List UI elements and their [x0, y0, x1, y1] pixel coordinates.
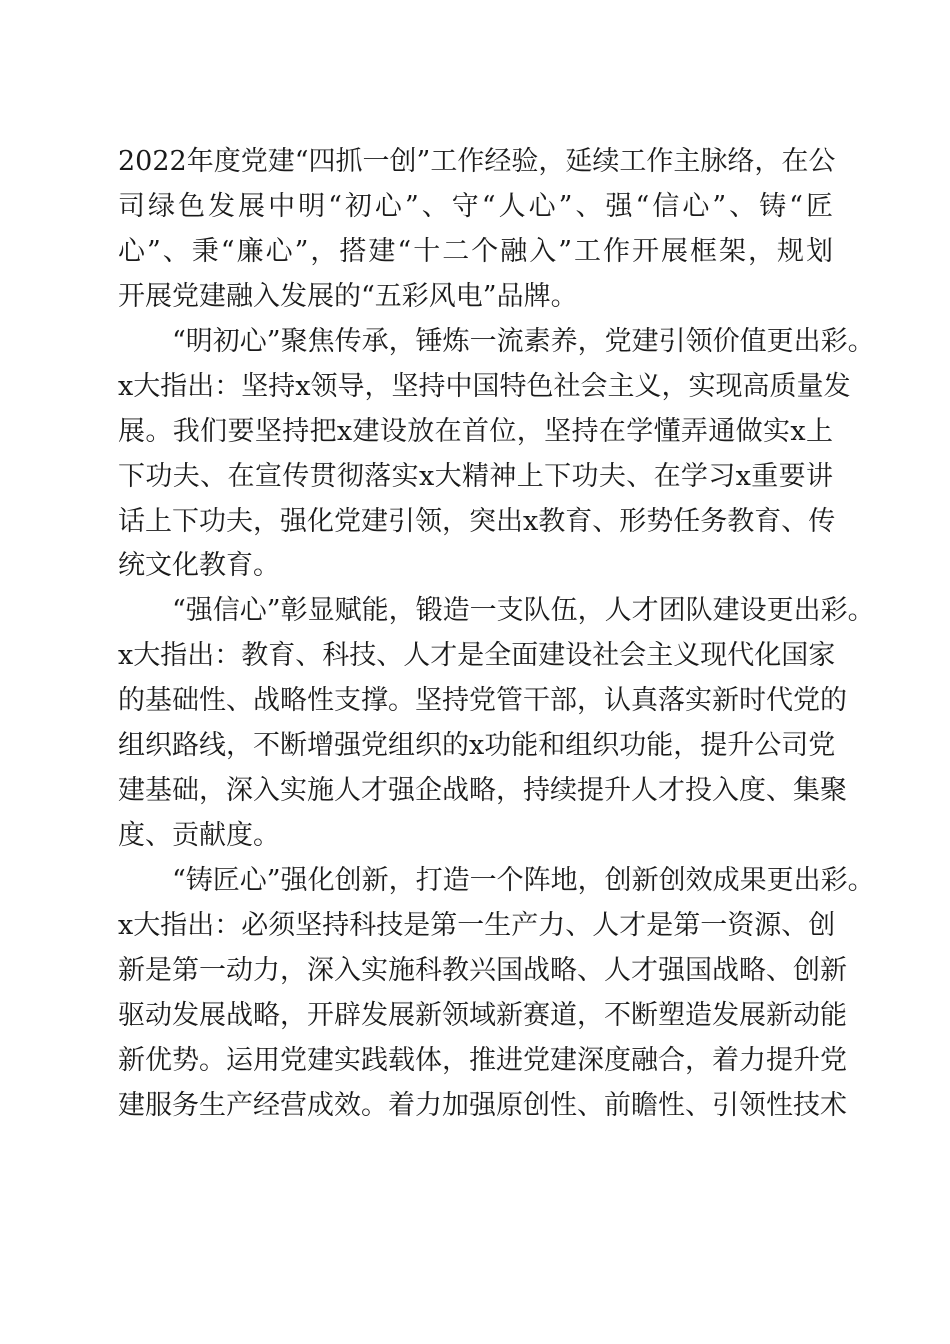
text-line: 新优势。运用党建实践载体，推进党建深度融合，着力提升党 [118, 1044, 847, 1076]
paragraph-heading-line: “强信心”彰显赋能，锻造一支队伍，人才团队建设更出彩。 [172, 595, 875, 627]
text-line: 新是第一动力，深入实施科教兴国战略、人才强国战略、创新 [118, 954, 847, 986]
text-line: 开展党建融入发展的“五彩风电”品牌。 [118, 280, 578, 312]
paragraph-heading-line: “明初心”聚焦传承，锤炼一流素养，党建引领价值更出彩。 [172, 325, 875, 357]
text-line: 组织路线，不断增强党组织的x功能和组织功能，提升公司党 [118, 730, 836, 762]
text-line: 2022年度党建“四抓一创”工作经验，延续工作主脉络，在公 [118, 146, 836, 177]
text-line: 展。我们要坚持把x建设放在首位，坚持在学懂弄通做实x上 [118, 415, 833, 447]
text-line: 的基础性、战略性支撑。坚持党管干部，认真落实新时代党的 [118, 685, 847, 717]
paragraph-heading-line: “铸匠心”强化创新，打造一个阵地，创新创效成果更出彩。 [172, 865, 875, 896]
text-line: 度、贡献度。 [118, 820, 280, 852]
text-line: 心”、秉“廉心”，搭建“十二个融入”工作开展框架，规划 [118, 235, 833, 267]
text-line: 司绿色发展中明“初心”、守“人心”、强“信心”、铸“匠 [118, 190, 833, 222]
document-body [118, 140, 875, 1129]
text-line: 下功夫、在宣传贯彻落实x大精神上下功夫、在学习x重要讲 [118, 460, 833, 492]
text-line: 话上下功夫，强化党建引领，突出x教育、形势任务教育、传 [118, 505, 836, 537]
text-line: 驱动发展战略，开辟发展新领域新赛道，不断塑造发展新动能 [118, 999, 847, 1031]
text-line: x大指出：坚持x领导，坚持中国特色社会主义，实现高质量发 [118, 370, 851, 402]
text-line: 建基础，深入实施人才强企战略，持续提升人才投入度、集聚 [118, 775, 847, 807]
text-line: x大指出：必须坚持科技是第一生产力、人才是第一资源、创 [118, 909, 836, 941]
text-line: x大指出：教育、科技、人才是全面建设社会主义现代化国家 [118, 640, 836, 672]
text-line: 统文化教育。 [118, 550, 280, 582]
text-line: 建服务生产经营成效。着力加强原创性、前瞻性、引领性技术 [118, 1089, 847, 1121]
